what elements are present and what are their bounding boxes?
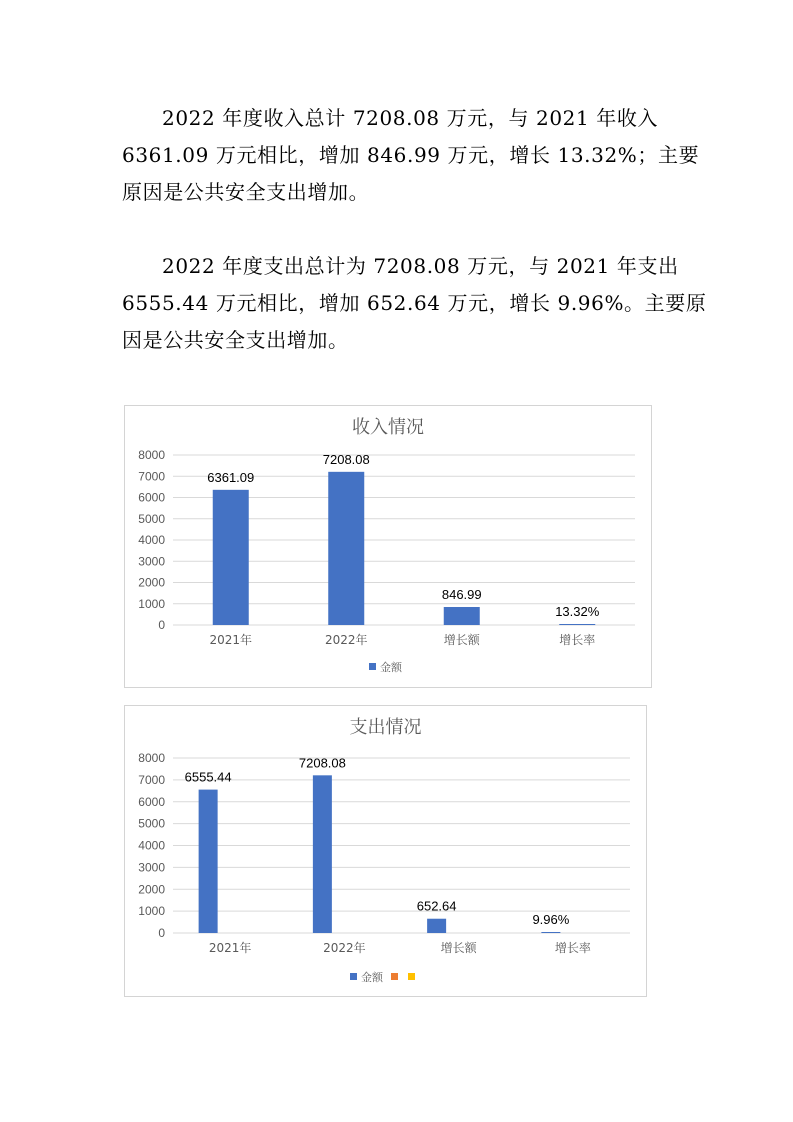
expense-legend-label-0: 金额 — [361, 971, 383, 984]
expense-chart-svg — [125, 706, 646, 996]
expense-y-tick-0: 0 — [158, 926, 165, 940]
expense-line-2: 6555.44 万元相比，增加 652.64 万元，增长 9.96%。主要原 — [122, 291, 707, 315]
income-y-tick-1000: 1000 — [138, 596, 165, 611]
income-y-tick-4000: 4000 — [138, 533, 165, 547]
income-y-tick-7000: 7000 — [138, 469, 165, 484]
income-data-label-1: 7208.08 — [322, 451, 370, 467]
expense-x-tick-3: 增长率 — [554, 941, 591, 955]
expense-y-tick-5000: 5000 — [138, 816, 165, 831]
income-bar-1 — [328, 472, 364, 625]
expense-chart — [124, 705, 647, 997]
income-chart — [124, 405, 652, 688]
expense-x-tick-0: 2021年 — [208, 941, 252, 955]
expense-y-tick-4000: 4000 — [138, 838, 165, 853]
income-data-label-0: 6361.09 — [207, 469, 255, 485]
expense-line-1: 2022 年度支出总计为 7208.08 万元，与 2021 年支出 — [162, 254, 679, 278]
expense-legend-swatch-1 — [391, 973, 398, 980]
income-title: 收入情况 — [352, 417, 424, 438]
income-y-tick-0: 0 — [158, 618, 165, 632]
expense-bar-3 — [541, 932, 560, 933]
income-line-3: 原因是公共安全支出增加。 — [122, 180, 370, 204]
expense-paragraph — [122, 248, 707, 359]
income-data-label-2: 846.99 — [441, 587, 482, 603]
expense-data-label-1: 7208.08 — [298, 755, 346, 771]
expense-y-tick-3000: 3000 — [138, 860, 165, 875]
expense-y-tick-7000: 7000 — [138, 772, 165, 787]
expense-x-tick-2: 增长额 — [440, 941, 477, 955]
expense-y-tick-1000: 1000 — [138, 904, 165, 919]
income-bar-3 — [559, 624, 595, 625]
income-y-tick-2000: 2000 — [138, 575, 165, 590]
expense-data-label-3: 9.96% — [532, 912, 570, 927]
income-x-tick-0: 2021年 — [209, 633, 253, 647]
expense-data-label-0: 6555.44 — [184, 769, 232, 785]
income-x-tick-3: 增长率 — [559, 633, 596, 647]
income-y-tick-8000: 8000 — [138, 448, 165, 462]
income-paragraph — [122, 100, 700, 211]
income-legend-label-0: 金额 — [380, 661, 402, 674]
expense-legend-swatch-2 — [408, 973, 415, 980]
income-line-1: 2022 年度收入总计 7208.08 万元，与 2021 年收入 — [162, 106, 659, 130]
expense-y-tick-8000: 8000 — [138, 751, 165, 765]
income-data-label-3: 13.32% — [555, 604, 600, 619]
expense-data-label-2: 652.64 — [416, 898, 457, 914]
income-bar-0 — [213, 490, 249, 625]
expense-y-tick-2000: 2000 — [138, 882, 165, 897]
income-bar-2 — [444, 607, 480, 625]
expense-x-tick-1: 2022年 — [323, 941, 366, 955]
expense-bar-0 — [199, 790, 218, 933]
income-y-tick-6000: 6000 — [138, 490, 165, 505]
income-x-tick-2: 增长额 — [443, 633, 480, 647]
expense-y-tick-6000: 6000 — [138, 794, 165, 809]
income-y-tick-3000: 3000 — [138, 554, 165, 569]
income-chart-svg — [125, 406, 651, 687]
income-x-tick-1: 2022年 — [324, 633, 368, 647]
expense-bar-2 — [427, 919, 446, 933]
expense-bar-1 — [313, 775, 332, 933]
income-line-2: 6361.09 万元相比，增加 846.99 万元，增长 13.32%；主要 — [122, 143, 700, 167]
income-legend-swatch-0 — [369, 663, 376, 670]
expense-line-3: 因是公共安全支出增加。 — [122, 328, 349, 352]
expense-legend-swatch-0 — [350, 973, 357, 980]
expense-title: 支出情况 — [349, 717, 422, 738]
income-y-tick-5000: 5000 — [138, 511, 165, 526]
